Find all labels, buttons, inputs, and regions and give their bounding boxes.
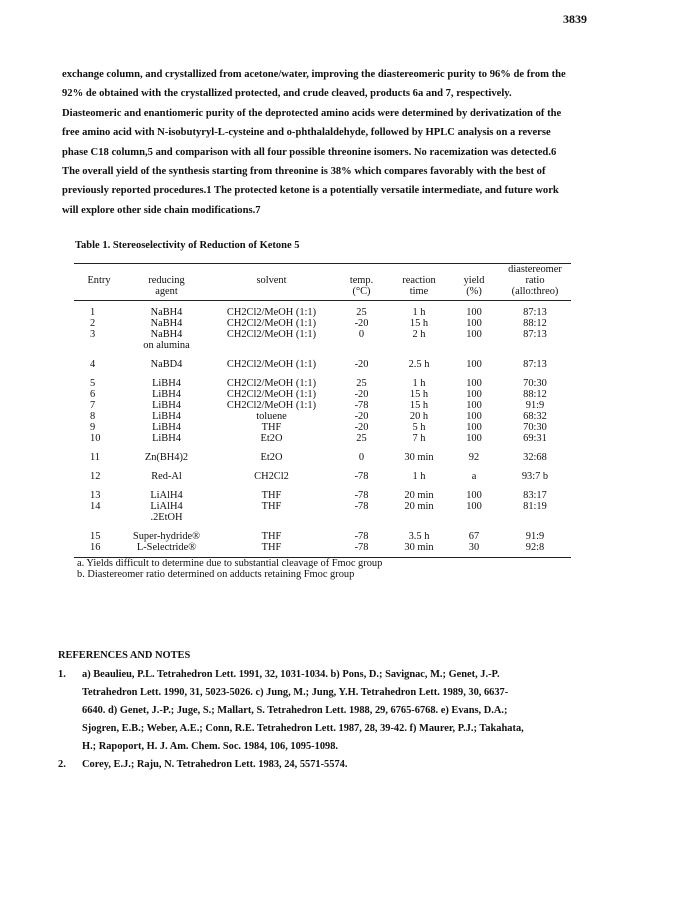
cell-solvent: Et2O — [260, 433, 283, 444]
cell-temp: -20 — [354, 422, 369, 433]
cell-solvent: CH2Cl2/MeOH (1:1) — [226, 307, 317, 318]
cell-agent: NaBH4 — [150, 318, 183, 329]
cell-agent: LiBH4 — [152, 389, 181, 400]
cell-time: 15 h — [409, 400, 429, 411]
cell-ratio: 93:7 b — [521, 471, 549, 482]
cell-entry: 13 — [90, 490, 101, 501]
cell-yield: 100 — [466, 318, 482, 329]
cell-temp: -20 — [354, 359, 369, 370]
reference-line: 6640. d) Genet, J.-P.; Juge, S.; Mallart, S. Tetrahedron Lett. 1988, 29, 6765-6768. e) Evans, D.A.; — [82, 705, 508, 716]
table-header — [74, 264, 571, 297]
cell-yield — [449, 340, 499, 351]
cell-ratio: 68:32 — [523, 411, 547, 422]
cell-time: 3.5 h — [408, 531, 430, 542]
cell-entry: 7 — [90, 400, 96, 411]
cell-agent: NaBD4 — [150, 359, 183, 370]
col-time: reaction time — [402, 275, 436, 297]
cell-ratio: 81:19 — [523, 501, 547, 512]
cell-solvent: CH2Cl2/MeOH (1:1) — [226, 400, 317, 411]
table-notes — [74, 558, 571, 580]
cell-agent: LiBH4 — [152, 378, 181, 389]
paragraph-line: Diasteomeric and enantiomeric purity of the deprotected amino acids were determined by derivatization of the — [62, 107, 562, 119]
cell-yield: 100 — [466, 307, 482, 318]
cell-entry: 8 — [90, 411, 96, 422]
reference-number: 1. — [58, 669, 66, 680]
cell-ratio: 88:12 — [523, 389, 547, 400]
cell-entry — [74, 340, 124, 351]
cell-time: 1 h — [412, 471, 426, 482]
cell-solvent — [209, 512, 334, 523]
cell-solvent: CH2Cl2 — [254, 471, 289, 482]
table-row — [74, 329, 571, 340]
table-row — [74, 512, 571, 523]
cell-ratio: 70:30 — [523, 378, 547, 389]
col-ratio: diastereomer ratio (allo:threo) — [508, 264, 562, 297]
table-note-a: a. Yields difficult to determine due to substantial cleavage of Fmoc group — [77, 558, 383, 569]
cell-yield: 100 — [466, 422, 482, 433]
table-row — [74, 400, 571, 411]
cell-ratio: 87:13 — [523, 307, 547, 318]
paragraph-line: previously reported procedures.1 The protected ketone is a potentially versatile intermediate, and future work — [62, 185, 559, 197]
cell-yield: 100 — [466, 359, 482, 370]
cell-agent: NaBH4 — [150, 307, 183, 318]
cell-entry: 14 — [90, 501, 101, 512]
col-yield: yield (%) — [463, 275, 485, 297]
cell-time: 1 h — [412, 378, 426, 389]
cell-temp: 25 — [356, 307, 367, 318]
table-row — [74, 351, 571, 370]
table-row — [74, 411, 571, 422]
cell-solvent: THF — [261, 531, 282, 542]
results-table — [74, 263, 571, 580]
cell-entry: 5 — [90, 378, 96, 389]
table-row — [74, 433, 571, 444]
cell-time: 7 h — [412, 433, 426, 444]
cell-yield: 100 — [466, 329, 482, 340]
col-entry: Entry — [87, 275, 111, 286]
cell-time: 15 h — [409, 318, 429, 329]
cell-agent: NaBH4 — [150, 329, 183, 340]
cell-solvent: CH2Cl2/MeOH (1:1) — [226, 389, 317, 400]
table-row — [74, 523, 571, 542]
page-number: 3839 — [563, 12, 587, 26]
cell-yield: 100 — [466, 501, 482, 512]
cell-agent: on alumina — [143, 340, 190, 351]
cell-time: 30 min — [404, 542, 434, 553]
reference-line: a) Beaulieu, P.L. Tetrahedron Lett. 1991, 32, 1031-1034. b) Pons, D.; Savignac, M.; Genet, J.-P. — [82, 669, 500, 680]
table-note-b: b. Diastereomer ratio determined on adducts retaining Fmoc group — [77, 569, 355, 580]
cell-ratio: 70:30 — [523, 422, 547, 433]
paragraph-line: 92% de obtained with the crystallized protected, and crude cleaved, products 6a and 7, respectively. — [62, 88, 512, 100]
paragraph-line: exchange column, and crystallized from acetone/water, improving the diastereomeric purity to 96% de from the — [62, 69, 566, 80]
cell-yield: 67 — [468, 531, 480, 542]
cell-temp: -20 — [354, 411, 369, 422]
cell-yield: 100 — [466, 490, 482, 501]
cell-temp: 25 — [356, 433, 367, 444]
reference-item — [58, 666, 598, 756]
cell-time — [389, 340, 449, 351]
body-paragraph — [62, 65, 597, 220]
cell-yield: 92 — [468, 452, 480, 463]
cell-agent: LiBH4 — [152, 433, 181, 444]
cell-entry: 15 — [90, 531, 101, 542]
cell-agent: L-Selectride® — [136, 542, 197, 553]
cell-ratio: 88:12 — [523, 318, 547, 329]
table-row — [74, 389, 571, 400]
cell-yield: 100 — [466, 400, 482, 411]
cell-entry: 4 — [90, 359, 96, 370]
table-caption: Table 1. Stereoselectivity of Reduction of Ketone 5 — [75, 240, 300, 251]
cell-temp: -20 — [354, 318, 369, 329]
table-row — [74, 542, 571, 553]
cell-time: 2.5 h — [408, 359, 430, 370]
col-temp: temp. (°C) — [349, 275, 374, 297]
cell-ratio: 92:8 — [525, 542, 545, 553]
paragraph-line: phase C18 column,5 and comparison with all four possible threonine isomers. No racemization was detected.6 — [62, 146, 557, 158]
reference-item — [58, 756, 598, 774]
cell-yield — [449, 512, 499, 523]
cell-agent: LiAlH4 — [150, 490, 183, 501]
cell-solvent — [209, 340, 334, 351]
cell-entry: 11 — [90, 452, 101, 463]
cell-yield: a — [471, 471, 477, 482]
cell-ratio — [499, 512, 571, 523]
reference-line: Tetrahedron Lett. 1990, 31, 5023-5026. c) Jung, M.; Jung, Y.H. Tetrahedron Lett. 1989, 30, 6637- — [82, 687, 509, 698]
cell-time: 30 min — [404, 452, 434, 463]
cell-yield: 30 — [468, 542, 480, 553]
cell-temp: -78 — [354, 400, 369, 411]
cell-ratio: 91:9 — [525, 400, 545, 411]
cell-agent: .2EtOH — [150, 512, 183, 523]
cell-temp: -78 — [354, 542, 369, 553]
paragraph-line: free amino acid with N-isobutyryl-L-cysteine and o-phthalaldehyde, followed by HPLC analysis on a reverse — [62, 127, 551, 139]
col-agent: reducing agent — [148, 275, 185, 297]
paragraph-line: The overall yield of the synthesis starting from threonine is 38% which compares favorably with the best of — [62, 166, 546, 178]
table-row — [74, 444, 571, 463]
references-heading: REFERENCES AND NOTES — [58, 650, 191, 661]
cell-temp: -78 — [354, 471, 369, 482]
cell-entry: 3 — [90, 329, 96, 340]
cell-agent: LiAlH4 — [150, 501, 183, 512]
table-row — [74, 340, 571, 351]
cell-time: 20 min — [404, 501, 434, 512]
cell-solvent: CH2Cl2/MeOH (1:1) — [226, 378, 317, 389]
cell-yield: 100 — [466, 411, 482, 422]
cell-temp — [334, 340, 389, 351]
cell-entry: 1 — [90, 307, 96, 318]
cell-temp: 0 — [358, 452, 365, 463]
cell-solvent: THF — [261, 501, 282, 512]
cell-yield: 100 — [466, 389, 482, 400]
reference-line: H.; Rapoport, H. J. Am. Chem. Soc. 1984, 106, 1095-1098. — [82, 741, 339, 752]
cell-agent: Super-hydride® — [132, 531, 201, 542]
cell-solvent: Et2O — [260, 452, 283, 463]
cell-ratio: 87:13 — [523, 329, 547, 340]
cell-entry: 6 — [90, 389, 96, 400]
cell-time: 20 h — [409, 411, 429, 422]
cell-time: 2 h — [412, 329, 426, 340]
cell-yield: 100 — [466, 433, 482, 444]
table-row — [74, 463, 571, 482]
cell-entry: 9 — [90, 422, 96, 433]
reference-line: Sjogren, E.B.; Weber, A.E.; Conn, R.E. Tetrahedron Lett. 1987, 28, 39-42. f) Maurer, P.J.; Takahata, — [82, 723, 524, 734]
cell-temp: -78 — [354, 501, 369, 512]
cell-solvent: THF — [261, 422, 282, 433]
cell-time: 5 h — [412, 422, 426, 433]
cell-yield: 100 — [466, 378, 482, 389]
cell-time: 20 min — [404, 490, 434, 501]
cell-temp: -20 — [354, 389, 369, 400]
cell-solvent: CH2Cl2/MeOH (1:1) — [226, 359, 317, 370]
cell-ratio: 87:13 — [523, 359, 547, 370]
cell-temp: -78 — [354, 531, 369, 542]
cell-ratio: 69:31 — [523, 433, 547, 444]
col-solvent: solvent — [256, 275, 287, 286]
cell-ratio: 32:68 — [523, 452, 547, 463]
cell-ratio: 83:17 — [523, 490, 547, 501]
cell-agent: Zn(BH4)2 — [144, 452, 189, 463]
table-row — [74, 370, 571, 389]
reference-number: 2. — [58, 759, 66, 770]
cell-solvent: toluene — [256, 411, 287, 422]
cell-time — [389, 512, 449, 523]
cell-solvent: CH2Cl2/MeOH (1:1) — [226, 329, 317, 340]
table-row — [74, 422, 571, 433]
table-row — [74, 318, 571, 329]
cell-temp — [334, 512, 389, 523]
cell-entry: 2 — [90, 318, 96, 329]
table-row — [74, 501, 571, 512]
cell-ratio: 91:9 — [525, 531, 545, 542]
cell-entry: 10 — [90, 433, 101, 444]
cell-entry: 16 — [90, 542, 101, 553]
cell-ratio — [499, 340, 571, 351]
cell-temp: 25 — [356, 378, 367, 389]
cell-temp: 0 — [358, 329, 365, 340]
table-row — [74, 482, 571, 501]
cell-solvent: THF — [261, 490, 282, 501]
cell-solvent: CH2Cl2/MeOH (1:1) — [226, 318, 317, 329]
paragraph-line: will explore other side chain modifications.7 — [62, 204, 261, 216]
cell-time: 1 h — [412, 307, 426, 318]
cell-agent: Red-Al — [151, 471, 182, 482]
cell-solvent: THF — [261, 542, 282, 553]
cell-agent: LiBH4 — [152, 422, 181, 433]
cell-entry: 12 — [90, 471, 101, 482]
cell-agent: LiBH4 — [152, 400, 181, 411]
cell-time: 15 h — [409, 389, 429, 400]
table-header-rule — [74, 300, 571, 301]
cell-temp: -78 — [354, 490, 369, 501]
table-body — [74, 307, 571, 553]
reference-line: Corey, E.J.; Raju, N. Tetrahedron Lett. 1983, 24, 5571-5574. — [82, 759, 348, 770]
cell-agent: LiBH4 — [152, 411, 181, 422]
table-row — [74, 307, 571, 318]
cell-entry — [74, 512, 124, 523]
